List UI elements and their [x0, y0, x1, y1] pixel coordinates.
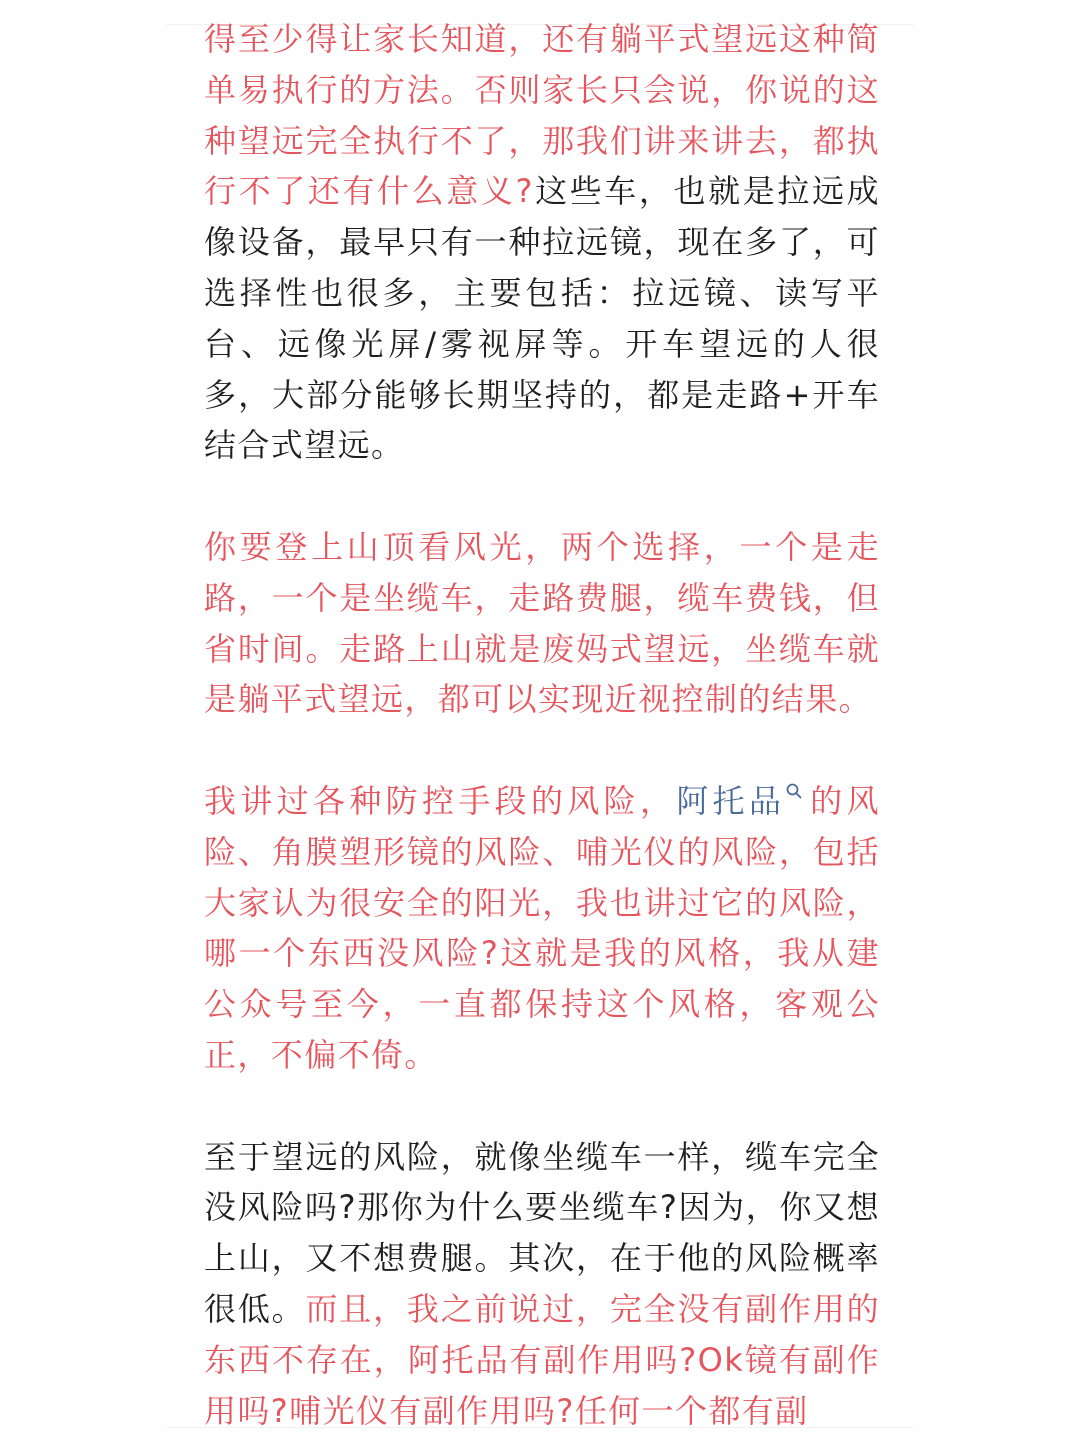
highlight-text: 而且，我之前说过，完全没有副作用的东西不存在，阿托品有副作用吗?Ok镜有副作用吗?哺光仪有副作用吗?任何一个都有副 [204, 1289, 880, 1430]
body-text: 至于望远的风险，就像坐缆车一样，缆车完全没风险吗?那你为什么要坐缆车?因为，你又想上山，又不想费腿。其次，在于他的风险概率很低。 [204, 1137, 880, 1328]
body-text: 这些车，也就是拉远成像设备，最早只有一种拉远镜，现在多了，可选择性也很多，主要包括：拉远镜、读写平台、远像光屏/雾视屏等。开车望远的人很多，大部分能够长期坚持的，都是走路+开车结合式望远。 [204, 172, 880, 465]
highlight-text: 的风险、角膜塑形镜的风险、哺光仪的风险，包括大家认为很安全的阳光，我也讲过它的风险，哪一个东西没风险?这就是我的风格，我从建公众号至今，一直都保持这个风格，客观公正，不偏不倚。 [204, 781, 880, 1074]
highlight-text: 你要登上山顶看风光，两个选择，一个是走路，一个是坐缆车，走路费腿，缆车费钱，但省时间。走路上山就是废妈式望远，坐缆车就是躺平式望远，都可以实现近视控制的结果。 [204, 527, 880, 719]
keyword-link-atropine[interactable]: 阿托品 [676, 781, 786, 820]
search-icon[interactable] [785, 782, 803, 804]
highlight-text: 得至少得让家长知道，还有躺平式望远这种简单易执行的方法。否则家长只会说，你说的这种望远完全执行不了，那我们讲来讲去，都执行不了还有什么意义? [204, 20, 880, 211]
article-body [204, 14, 880, 1436]
paragraph-2 [204, 522, 880, 725]
highlight-text: 我讲过各种防控手段的风险， [204, 781, 677, 820]
paragraph-1 [204, 14, 880, 471]
paragraph-4 [204, 1132, 880, 1437]
paragraph-3 [204, 776, 880, 1081]
